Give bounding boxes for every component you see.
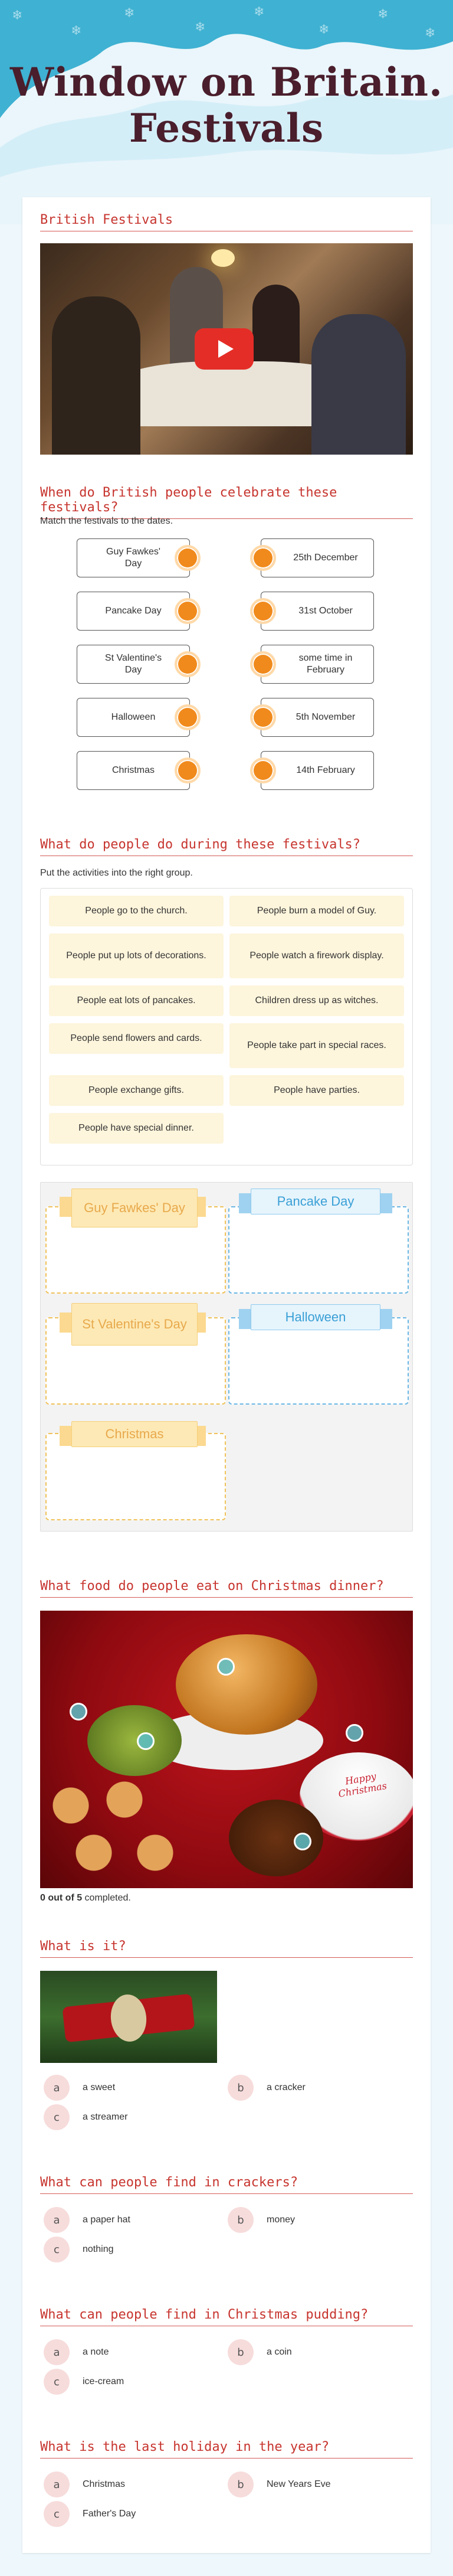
video-player[interactable]: [40, 243, 413, 455]
section-title-food: What food do people eat on Christmas dinner?: [40, 1579, 413, 1598]
activity-chip[interactable]: People take part in special races.: [229, 1023, 404, 1068]
section-title-intro: British Festivals: [40, 213, 413, 231]
section-title-match: When do British people celebrate these festivals?: [40, 485, 413, 519]
hotspot-marker[interactable]: [346, 1724, 363, 1742]
section-title-q2: What can people find in crackers?: [40, 2175, 413, 2194]
activity-chip[interactable]: People go to the church.: [49, 896, 224, 926]
hotspot-marker[interactable]: [137, 1732, 155, 1750]
page-title: Window on Britain. Festivals: [10, 59, 443, 151]
answer-option-a[interactable]: a a paper hat: [44, 2207, 130, 2233]
activities-instruction: Put the activities into the right group.: [40, 868, 193, 878]
answer-option-c[interactable]: c nothing: [44, 2237, 114, 2262]
cake-text: Happy Christmas: [337, 1770, 388, 1800]
section-title-q3: What can people find in Christmas pudding?: [40, 2307, 413, 2326]
match-left-item[interactable]: Halloween: [77, 698, 190, 737]
section-title-activities: What do people do during these festivals?: [40, 837, 413, 856]
match-connector-dot[interactable]: [175, 598, 201, 624]
answer-option-c[interactable]: c Father's Day: [44, 2501, 136, 2527]
activity-chip[interactable]: People have special dinner.: [49, 1113, 224, 1144]
match-connector-dot[interactable]: [250, 651, 276, 677]
snowflake-icon: ❄: [254, 5, 265, 19]
match-connector-dot[interactable]: [250, 545, 276, 571]
group-label: Halloween: [251, 1304, 380, 1330]
answer-option-b[interactable]: b money: [228, 2207, 295, 2233]
answer-option-b[interactable]: b a cracker: [228, 2075, 306, 2101]
match-left-item[interactable]: Pancake Day: [77, 592, 190, 631]
match-instruction: Match the festivals to the dates.: [40, 516, 173, 526]
answer-option-a[interactable]: a Christmas: [44, 2471, 125, 2497]
match-right-item[interactable]: 5th November: [261, 698, 374, 737]
progress-text: 0 out of 5 completed.: [40, 1893, 131, 1903]
match-connector-dot[interactable]: [175, 758, 201, 783]
answer-option-a[interactable]: a a note: [44, 2339, 109, 2365]
activity-chip[interactable]: People send flowers and cards.: [49, 1023, 224, 1054]
match-connector-dot[interactable]: [175, 651, 201, 677]
activity-chip[interactable]: People have parties.: [229, 1075, 404, 1106]
group-label: St Valentine's Day: [71, 1303, 198, 1346]
answer-option-c[interactable]: c a streamer: [44, 2104, 127, 2130]
match-right-item[interactable]: 31st October: [261, 592, 374, 631]
hotspot-marker[interactable]: [70, 1703, 87, 1720]
match-left-item[interactable]: Christmas: [77, 751, 190, 790]
match-left-item[interactable]: Guy Fawkes' Day: [77, 538, 190, 577]
snowflake-icon: ❄: [71, 24, 82, 38]
snowflake-icon: ❄: [124, 6, 135, 21]
activity-chip[interactable]: People put up lots of decorations.: [49, 933, 224, 978]
snowflake-icon: ❄: [12, 8, 23, 23]
match-left-item[interactable]: St Valentine's Day: [77, 645, 190, 684]
section-title-q4: What is the last holiday in the year?: [40, 2440, 413, 2459]
play-icon[interactable]: [195, 328, 254, 370]
snowflake-icon: ❄: [425, 26, 436, 41]
hotspot-marker[interactable]: [294, 1833, 311, 1850]
cracker-image: [40, 1971, 217, 2063]
snowflake-icon: ❄: [195, 20, 206, 35]
hotspot-marker[interactable]: [217, 1658, 235, 1676]
match-connector-dot[interactable]: [175, 704, 201, 730]
christmas-dinner-image: [40, 1611, 413, 1888]
group-drop-area: [40, 1182, 413, 1532]
drop-zone-halloween[interactable]: [228, 1317, 409, 1405]
worksheet-card: [22, 197, 431, 2553]
answer-option-c[interactable]: c ice-cream: [44, 2369, 124, 2395]
match-connector-dot[interactable]: [175, 545, 201, 571]
group-label: Pancake Day: [251, 1189, 380, 1214]
match-right-item[interactable]: 14th February: [261, 751, 374, 790]
activity-chip[interactable]: People exchange gifts.: [49, 1075, 224, 1106]
activity-chip[interactable]: Children dress up as witches.: [229, 985, 404, 1016]
match-connector-dot[interactable]: [250, 758, 276, 783]
answer-option-a[interactable]: a a sweet: [44, 2075, 115, 2101]
group-label: Christmas: [71, 1421, 198, 1447]
group-label: Guy Fawkes' Day: [71, 1189, 198, 1227]
section-title-q1: What is it?: [40, 1939, 413, 1958]
match-connector-dot[interactable]: [250, 598, 276, 624]
match-right-item[interactable]: 25th December: [261, 538, 374, 577]
activities-pool: [40, 888, 413, 1165]
match-connector-dot[interactable]: [250, 704, 276, 730]
activity-chip[interactable]: People watch a firework display.: [229, 933, 404, 978]
activity-chip[interactable]: People eat lots of pancakes.: [49, 985, 224, 1016]
snowflake-icon: ❄: [319, 22, 330, 37]
snowflake-icon: ❄: [378, 7, 389, 22]
answer-option-b[interactable]: b a coin: [228, 2339, 292, 2365]
match-right-item[interactable]: some time in February: [261, 645, 374, 684]
answer-option-b[interactable]: b New Years Eve: [228, 2471, 331, 2497]
drop-zone-pancake-day[interactable]: [228, 1206, 409, 1294]
activity-chip[interactable]: People burn a model of Guy.: [229, 896, 404, 926]
